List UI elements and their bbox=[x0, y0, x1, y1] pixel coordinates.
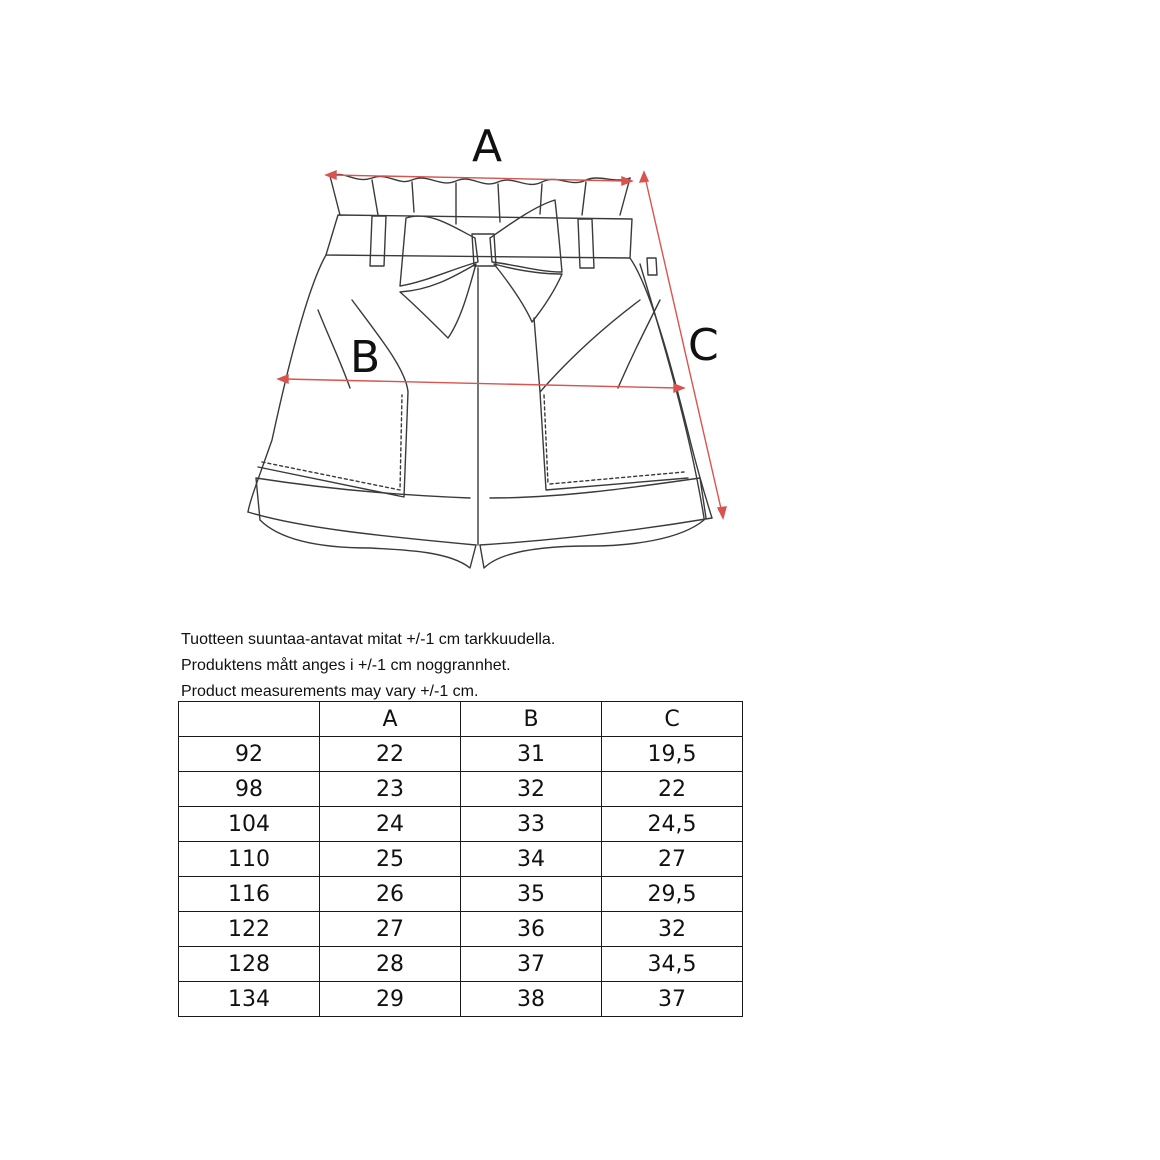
size-cell: 104 bbox=[179, 807, 320, 842]
belt-loop-left bbox=[370, 216, 386, 266]
c-cell: 27 bbox=[602, 842, 743, 877]
c-cell: 24,5 bbox=[602, 807, 743, 842]
c-cell: 22 bbox=[602, 772, 743, 807]
cuff-right bbox=[480, 478, 706, 568]
table-row bbox=[179, 947, 743, 982]
label-c: C bbox=[688, 320, 719, 371]
arrow-b-right bbox=[674, 384, 684, 392]
arrow-b-left bbox=[278, 375, 288, 383]
bow-tail-right bbox=[494, 264, 562, 322]
ruffle-fold-2 bbox=[412, 182, 414, 212]
b-cell: 36 bbox=[461, 912, 602, 947]
size-cell: 128 bbox=[179, 947, 320, 982]
c-cell: 19,5 bbox=[602, 737, 743, 772]
pocket-left bbox=[258, 300, 408, 497]
size-label-tag bbox=[647, 258, 657, 275]
header-a: A bbox=[320, 702, 461, 737]
header-b: B bbox=[461, 702, 602, 737]
b-cell: 37 bbox=[461, 947, 602, 982]
table-row bbox=[179, 842, 743, 877]
b-cell: 33 bbox=[461, 807, 602, 842]
label-a: A bbox=[472, 121, 503, 172]
pocket-right-stitch bbox=[544, 395, 684, 484]
size-table bbox=[178, 701, 743, 1017]
a-cell: 22 bbox=[320, 737, 461, 772]
arrow-c-bottom bbox=[718, 507, 726, 518]
measure-line-a bbox=[332, 175, 626, 181]
bow-right-wing bbox=[490, 200, 562, 272]
header-c: C bbox=[602, 702, 743, 737]
label-b: B bbox=[350, 332, 381, 383]
ruffle-fold-4 bbox=[498, 184, 500, 222]
a-cell: 26 bbox=[320, 877, 461, 912]
c-cell: 29,5 bbox=[602, 877, 743, 912]
size-cell: 92 bbox=[179, 737, 320, 772]
table-row bbox=[179, 877, 743, 912]
a-cell: 27 bbox=[320, 912, 461, 947]
table-row bbox=[179, 807, 743, 842]
b-cell: 34 bbox=[461, 842, 602, 877]
size-cell: 134 bbox=[179, 982, 320, 1017]
hem-right bbox=[480, 518, 712, 545]
a-cell: 23 bbox=[320, 772, 461, 807]
shorts-outline bbox=[248, 174, 712, 568]
ruffle-fold-1 bbox=[372, 180, 378, 215]
hem-left bbox=[248, 512, 476, 545]
c-cell: 37 bbox=[602, 982, 743, 1017]
ruffle-fold-5 bbox=[540, 184, 542, 214]
c-cell: 34,5 bbox=[602, 947, 743, 982]
size-cell: 116 bbox=[179, 877, 320, 912]
b-cell: 35 bbox=[461, 877, 602, 912]
note-english: Product measurements may vary +/-1 cm. bbox=[181, 683, 479, 700]
a-cell: 29 bbox=[320, 982, 461, 1017]
ruffle-left-side bbox=[330, 176, 340, 215]
measurement-lines bbox=[278, 171, 726, 518]
size-cell: 122 bbox=[179, 912, 320, 947]
a-cell: 24 bbox=[320, 807, 461, 842]
pocket-left-stitch bbox=[262, 395, 402, 490]
table-header-row bbox=[179, 702, 743, 737]
a-cell: 28 bbox=[320, 947, 461, 982]
cuff-left bbox=[256, 478, 476, 568]
belt-loop-right bbox=[578, 219, 594, 268]
note-finnish: Tuotteen suuntaa-antavat mitat +/-1 cm tarkkuudella. bbox=[181, 631, 556, 648]
table-row bbox=[179, 982, 743, 1017]
arrow-c-top bbox=[640, 172, 648, 182]
c-cell: 32 bbox=[602, 912, 743, 947]
ruffle-fold-6 bbox=[582, 182, 586, 215]
header-size bbox=[179, 702, 320, 737]
measure-line-b bbox=[284, 379, 678, 388]
size-cell: 110 bbox=[179, 842, 320, 877]
measurement-notes bbox=[181, 627, 555, 705]
table-row bbox=[179, 772, 743, 807]
pocket-right bbox=[534, 300, 688, 490]
table-row bbox=[179, 912, 743, 947]
table-row bbox=[179, 737, 743, 772]
b-cell: 38 bbox=[461, 982, 602, 1017]
b-cell: 31 bbox=[461, 737, 602, 772]
a-cell: 25 bbox=[320, 842, 461, 877]
note-swedish: Produktens mått anges i +/-1 cm noggrannhet. bbox=[181, 657, 511, 674]
b-cell: 32 bbox=[461, 772, 602, 807]
bow-left-wing bbox=[400, 216, 478, 286]
size-cell: 98 bbox=[179, 772, 320, 807]
